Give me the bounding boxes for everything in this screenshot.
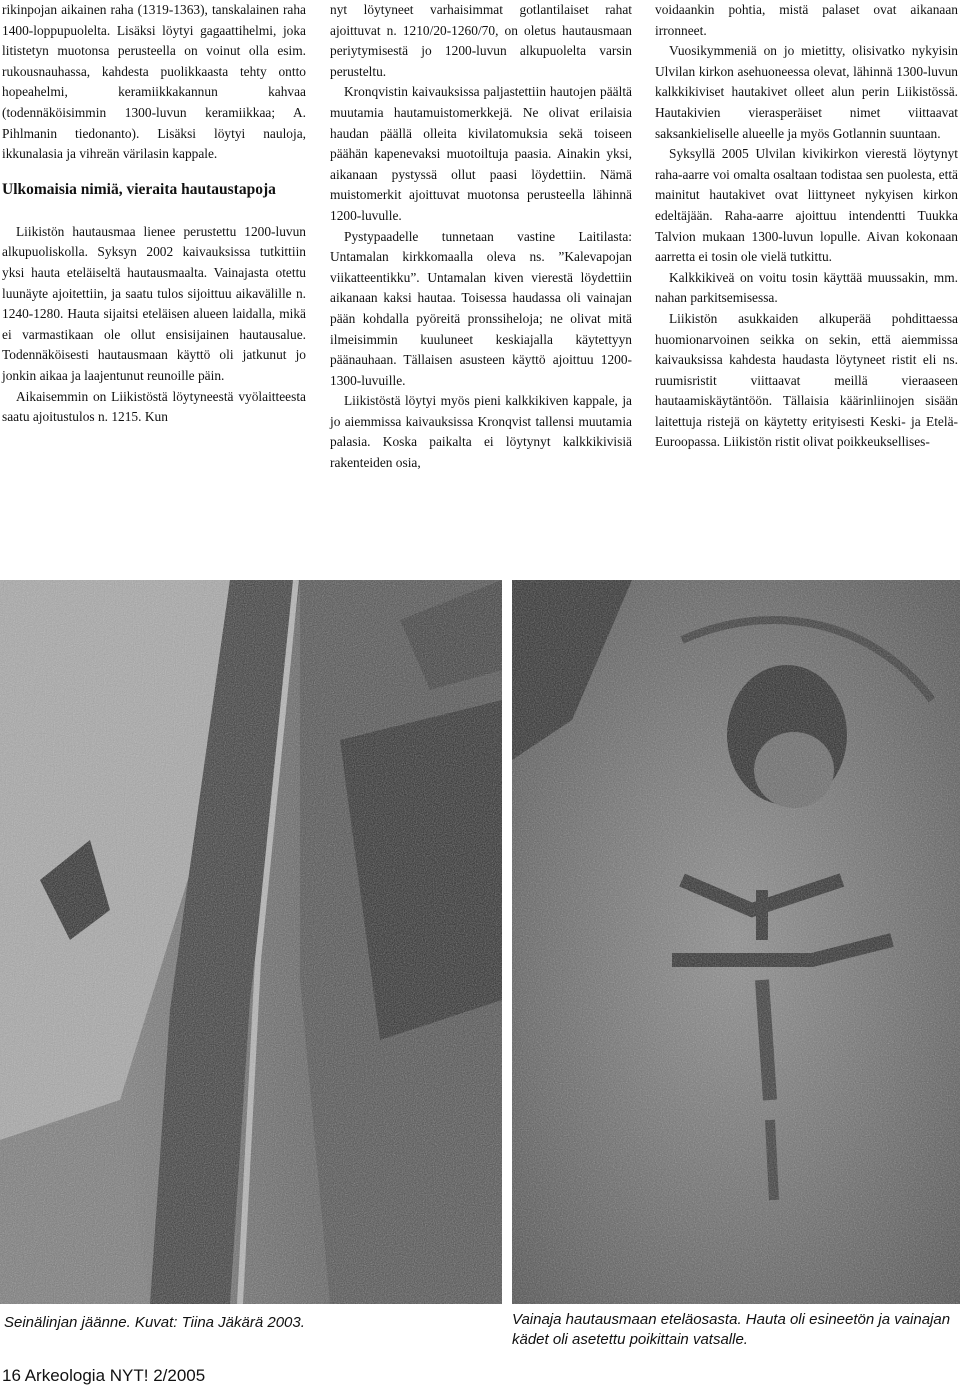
- text-column-3: [655, 0, 958, 453]
- paragraph: rikinpojan aikainen raha (1319-1363), tanskalainen raha 1400-loppupuolelta. Lisäksi löytyi gagaattihelmi, joka litistetyn muotonsa perusteella on voinut olla esim. rukousnauhassa, kahdesta puolikkaasta tehty ontto hopeahelmi, keramiikkakannun kahvaa (todennäköisimmin 1300-luvun keramiikkaa; A. Pihlmanin tiedonanto). Lisäksi löytyi nauloja, ikkunalasia ja vihreän värilasin kappale.: [2, 2, 306, 162]
- paragraph: Aikaisemmin on Liikistöstä löytyneestä vyölaitteesta saatu ajoitustulos n. 1215. Kun: [2, 388, 306, 425]
- wall-line-image: [0, 580, 502, 1304]
- paragraph: Kronqvistin kaivauksissa paljastettiin hautojen päältä muutamia hautamuistomerkkejä. Ne olivat erilaisia haudan päällä olleita kivilatomuksia sekä toiseen päähän kapenevaksi muotoiltuja paasia. Ainakin yksi, aikanaan pystyssä ollut paasi löydettiin. Nämä muistomerkit ajoittuvat muotonsa perusteella lähinnä 1200-luvulle.: [330, 84, 632, 223]
- paragraph: Pystypaadelle tunnetaan vastine Laitilasta: Untamalan kirkkomaalla oleva ns. ”Kalevapojan viikatteentikku”. Untamalan kiven vierestä löydettiin aikanaan kaksi hautaa. Toisessa haudassa oli vainajan pään kohdalla pyöreitä pronssiheloja; ne olivat mitä ilmeisimmin kuuluneet keskiajalla käytettyyn päänauhaan. Tällaisen asusteen käyttö ajoittuu 1200-1300-luvuille.: [330, 228, 632, 388]
- paragraph: Liikistöstä löytyi myös pieni kalkkikiven kappale, ja jo aiemmissa kaivauksissa Kronqvist tallensi muutamia palasia. Koska paikalta ei löytynyt kalkkikivisiä rakenteiden osia,: [330, 393, 632, 471]
- wall-line-photo: [0, 580, 502, 1304]
- burial-photo: [512, 580, 960, 1304]
- text-column-2: [330, 0, 632, 474]
- text-column-1: [2, 0, 306, 428]
- paragraph: Kalkkikiveä on voitu tosin käyttää muussakin, mm. nahan parkitsemisessa.: [655, 269, 958, 306]
- paragraph: nyt löytyneet varhaisimmat gotlantilaiset rahat ajoittuvat n. 1210/20-1260/70, on oletus hautausmaan periytymisestä jo 1200-luvun alkupuolelta varsin perusteltu.: [330, 2, 632, 79]
- section-heading: Ulkomaisia nimiä, vieraita hautaustapoja: [2, 180, 276, 198]
- paragraph: voidaankin pohtia, mistä palaset ovat aikanaan irronneet.: [655, 2, 958, 38]
- paragraph: Vuosikymmeniä on jo mietitty, olisivatko nykyisin Ulvilan kirkon asehuoneessa olevat, lähinnä 1300-luvun kalkkikiviset hautakivet olleet alun perin Liikistössä. Hautakivien vierasperäiset nimet viittaavat saksankieliselle alueelle ja myös Gotlannin suuntaan.: [655, 43, 958, 141]
- page-footer: 16 Arkeologia NYT! 2/2005: [2, 1366, 206, 1385]
- paragraph: Liikistön hautausmaa lienee perustettu 1200-luvun alkupuoliskolla. Syksyn 2002 kaivauksissa tutkittiin yksi hauta eteläiseltä hautausmaalta. Vainajasta otettu luunäyte ajoitettiin, ja saatu tulos sijoittuu aikavälille n. 1240-1280. Hauta sijaitsi eteläisen alueen laidalla, mikä ei varmastikaan ole ollut ensisijainen hautausalue. Todennäköisesti hautausmaan käyttö oli jatkunut jo jonkin aikaa ja laajentunut reunoille päin.: [2, 223, 306, 383]
- paragraph: Syksyllä 2005 Ulvilan kivikirkon vierestä löytynyt raha-aarre voi omalta osaltaan todistaa sen puolesta, että mainitut hautakivet ovat liittyneet nykyisen kirkon edeltäjään. Raha-aarre ajoittuu intendentti Tuukka Talvion mukaan 1300-luvun lopulle. Aivan kokonaan aarretta ei tosin ole vielä tutkittu.: [655, 146, 958, 265]
- burial-image: [512, 580, 960, 1304]
- photo-caption-left: Seinälinjan jäänne. Kuvat: Tiina Jäkärä 2003.: [4, 1314, 305, 1331]
- photo-caption-right: Vainaja hautausmaan eteläosasta. Hauta oli esineetön ja vainajan kädet oli asetettu poikittain vatsalle.: [512, 1311, 951, 1348]
- paragraph: Liikistön asukkaiden alkuperää pohdittaessa huomionarvoinen seikka on sekin, että aiemmissa kaivauksissa kahdesta haudasta löytyneet ristit eli ns. ruumisristit viittaavat meillä vieraaseen hautaamiskäytäntöön. Tällaisia käärinliinojen sisään laitettuja ristejä on käytetty erityisesti Keski- ja Etelä-Euroopassa. Liikistön ristit olivat poikkeuksellises-: [655, 310, 958, 450]
